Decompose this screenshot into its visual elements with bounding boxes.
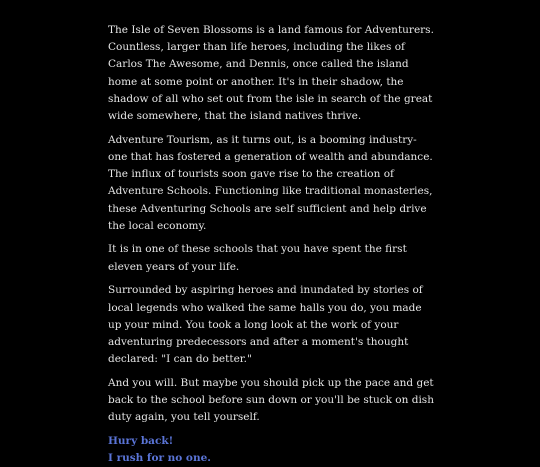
choice-hurry-back-link[interactable]: Hury back! (108, 434, 174, 447)
choice-list (108, 433, 438, 467)
story-paragraph-4: Surrounded by aspiring heroes and inundated by stories of local legends who walked the same halls you do, you made up your mind. You took a long look at the work of your adventuring predecessors and after a moment's thought declared: "I can do better." (108, 284, 423, 366)
choice-rush-for-no-one-link[interactable]: I rush for no one. (108, 452, 211, 465)
story-paragraph-5: And you will. But maybe you should pick up the pace and get back to the school before sun down or you'll be stuck on dish duty again, you tell yourself. (108, 376, 434, 424)
story-paragraph-3: It is in one of these schools that you have spent the first eleven years of your life. (108, 243, 407, 273)
story-paragraph-1: The Isle of Seven Blossoms is a land famous for Adventurers. Countless, larger than life heroes, including the likes of Carlos The Awesome, and Dennis, once called the island home at some point or another. It's in their shadow, the shadow of all who set out from the isle in search of the great wide somewhere, that the island natives thrive. (108, 24, 434, 123)
story-paragraph-2: Adventure Tourism, as it turns out, is a booming industry- one that has fostered a generation of wealth and abundance. The influx of tourists soon gave rise to the creation of Adventure Schools. Functioning like traditional monasteries, these Adventuring Schools are self sufficient and help drive the local economy. (108, 133, 433, 232)
story-passage (108, 22, 438, 467)
